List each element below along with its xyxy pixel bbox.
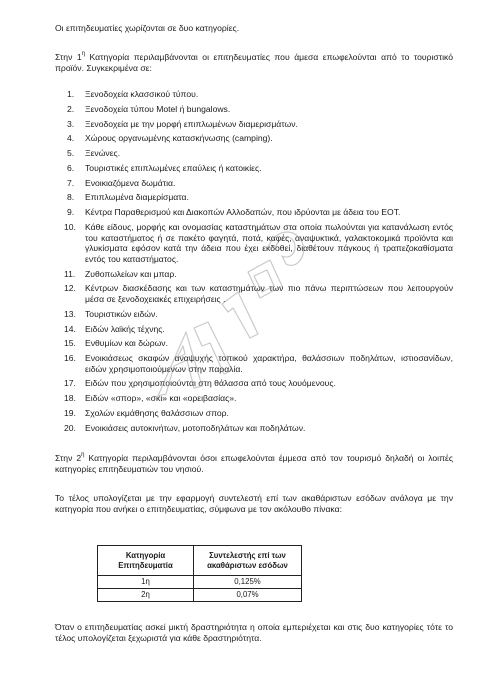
list-item [55, 104, 453, 115]
list-item-number: 8. [67, 192, 75, 203]
rate-table [97, 545, 302, 602]
list-item [55, 269, 453, 280]
list-item [55, 222, 453, 264]
rate-table-rate-cell: 0,125% [194, 576, 302, 589]
list-item-number: 6. [67, 162, 75, 173]
rate-table-header-rate: Συντελεστής επί των ακαθάριστων εσόδων [194, 546, 302, 576]
list-item-text: Σχολών εκμάθησης θαλάσσιων σπορ. [85, 408, 229, 419]
list-item [55, 207, 453, 218]
list-item [55, 89, 453, 100]
list-item-text: Ξενώνες. [85, 148, 121, 159]
rate-table-rate-cell: 0,07% [194, 589, 302, 602]
list-item [55, 163, 453, 174]
category-2-paragraph [55, 453, 453, 474]
list-item-number: 5. [67, 148, 75, 159]
list-item-text: Κάθε είδους, μορφής και ονομασίας καταστημάτων στα οποία πωλούνται για κατανάλωση εντός του καταστήματος ή σε πακέτο φαγητά, ποτά, καφές, αναψυκτικά, γαλακτοκομικά προϊόντα και γλυκίσματα εφόσον κατά την άδεια που έχει εκδοθεί, διαθέτουν πάγκους ή τραπεζοκαθίσματα εντός του καταστήματος. [85, 222, 453, 264]
list-item [55, 338, 453, 349]
category-2-pre: Στην 2 [55, 453, 82, 463]
intro-paragraph: Οι επιτηδευματίες χωρίζονται σε δυο κατηγορίες. [55, 23, 240, 33]
rate-table-header-category: Κατηγορία Επιτηδευματία [98, 546, 194, 576]
list-item-number: 14. [64, 323, 76, 334]
list-item-text: Ενοικιάσεως σκαφών αναψυχής τοπικού χαρακτήρα, θαλάσσιων ποδηλάτων, ιστιοσανίδων, ειδών χρησιμοποιούμενων στην παραλία. [85, 353, 453, 374]
rate-table-row [98, 576, 302, 589]
fee-paragraph: Το τέλος υπολογίζεται με την εφαρμογή συντελεστή επί των ακαθάριστων εσόδων ανάλογα με την κατηγορία που ανήκει ο επιτηδευματίας, σύμφωνα με τον ακόλουθο πίνακα: [55, 493, 453, 514]
closing-paragraph: Όταν ο επιτηδευματίας ασκεί μικτή δραστηριότητα η οποία εμπεριέχεται και στις δυο κατηγορίες τότε το τέλος υπολογίζεται ξεχωριστά για κάθε δραστηριότητα. [55, 622, 453, 643]
rate-table-header-row [98, 546, 302, 576]
category-2-sup: η [81, 452, 85, 459]
list-item-text: Επιπλωμένα διαμερίσματα. [85, 192, 189, 203]
list-item-number: 17. [64, 378, 76, 389]
rate-table-row [98, 589, 302, 602]
list-item-text: Κέντρα Παραθερισμού και Διακοπών Αλλοδαπών, που ιδρύονται με άδεια του ΕΟΤ. [85, 207, 401, 218]
list-item-text: Ενοικιάσεις αυτοκινήτων, μοτοποδηλάτων και ποδηλάτων. [85, 422, 306, 433]
list-item-text: Ειδών «σπορ», «σκι» και «ορειβασίας». [85, 393, 237, 404]
list-item-number: 19. [64, 408, 76, 419]
list-item-number: 12. [64, 283, 76, 294]
list-item [55, 119, 453, 130]
list-item [55, 178, 453, 189]
category-1-sup: η [81, 51, 86, 58]
list-item-number: 18. [64, 393, 76, 404]
list-item-number: 2. [67, 103, 75, 114]
list-item-number: 1. [67, 89, 75, 99]
category-1-pre: Στην 1 [55, 52, 82, 62]
list-item-number: 7. [67, 177, 75, 188]
list-item [55, 148, 453, 159]
list-item [55, 353, 453, 374]
list-item [55, 309, 453, 320]
list-item-text: Τουριστικών ειδών. [85, 308, 158, 319]
list-item-text: Ξενοδοχεία τύπου Motel ή bungalows. [85, 103, 231, 114]
list-item-text: Ζυθοπωλείων και μπαρ. [85, 268, 177, 279]
rate-table-category-cell: 1η [98, 576, 194, 589]
list-item-number: 3. [67, 118, 75, 129]
list-item-number: 15. [64, 338, 76, 349]
list-item-text: Ενοικιαζόμενα δωμάτια. [85, 177, 176, 188]
list-item-text: Ξενοδοχεία με την μορφή επιπλωμένων διαμερισμάτων. [85, 118, 298, 129]
list-item-number: 13. [64, 308, 76, 319]
list-item-number: 16. [64, 353, 76, 364]
list-item-number: 4. [67, 133, 75, 144]
list-item-number: 9. [67, 207, 75, 218]
list-item [55, 133, 453, 144]
list-item-text: Ειδών λαϊκής τέχνης. [85, 323, 165, 334]
list-item-number: 20. [64, 422, 76, 433]
list-item [55, 408, 453, 419]
list-item [55, 423, 453, 434]
rate-table-category-cell: 2η [98, 589, 194, 602]
list-item-text: Τουριστικές επιπλωμένες επαύλεις ή κατοικίες. [85, 162, 262, 173]
list-item-number: 11. [64, 268, 76, 279]
list-item-text: Ειδών που χρησιμοποιούνται στη θάλασσα από τους λουόμενους. [85, 378, 336, 389]
list-item-text: Κέντρων διασκέδασης και των καταστημάτων των πιο πάνω περιπτώσεων που λειτουργούν μέσα σε ξενοδοχειακές επιχειρήσεις . [85, 283, 453, 304]
list-item [55, 192, 453, 203]
list-item-text: Ενθυμίων και δώρων. [85, 338, 168, 349]
list-item-text: Χώρους οργανωμένης κατασκήνωσης (camping). [85, 133, 273, 144]
list-item-text: Ξενοδοχεία κλασσικού τύπου. [85, 89, 199, 99]
list-item [55, 324, 453, 335]
category-1-post: Κατηγορία περιλαμβάνονται οι επιτηδευματίες που άμεσα επωφελούνται από το τουριστικό προϊόν. Συγκεκριμένα σε: [55, 52, 454, 73]
category-1-paragraph [55, 52, 453, 73]
list-item [55, 378, 453, 389]
list-item [55, 393, 453, 404]
list-item [55, 283, 453, 304]
category-1-list [55, 89, 453, 438]
category-2-post: Κατηγορία περιλαμβάνονται όσοι επωφελούνται έμμεσα από τον τουρισμό δηλαδή οι λοιπές κατηγορίες επιτηδευματιών του νησιού. [55, 453, 453, 474]
list-item-number: 10. [64, 222, 76, 233]
